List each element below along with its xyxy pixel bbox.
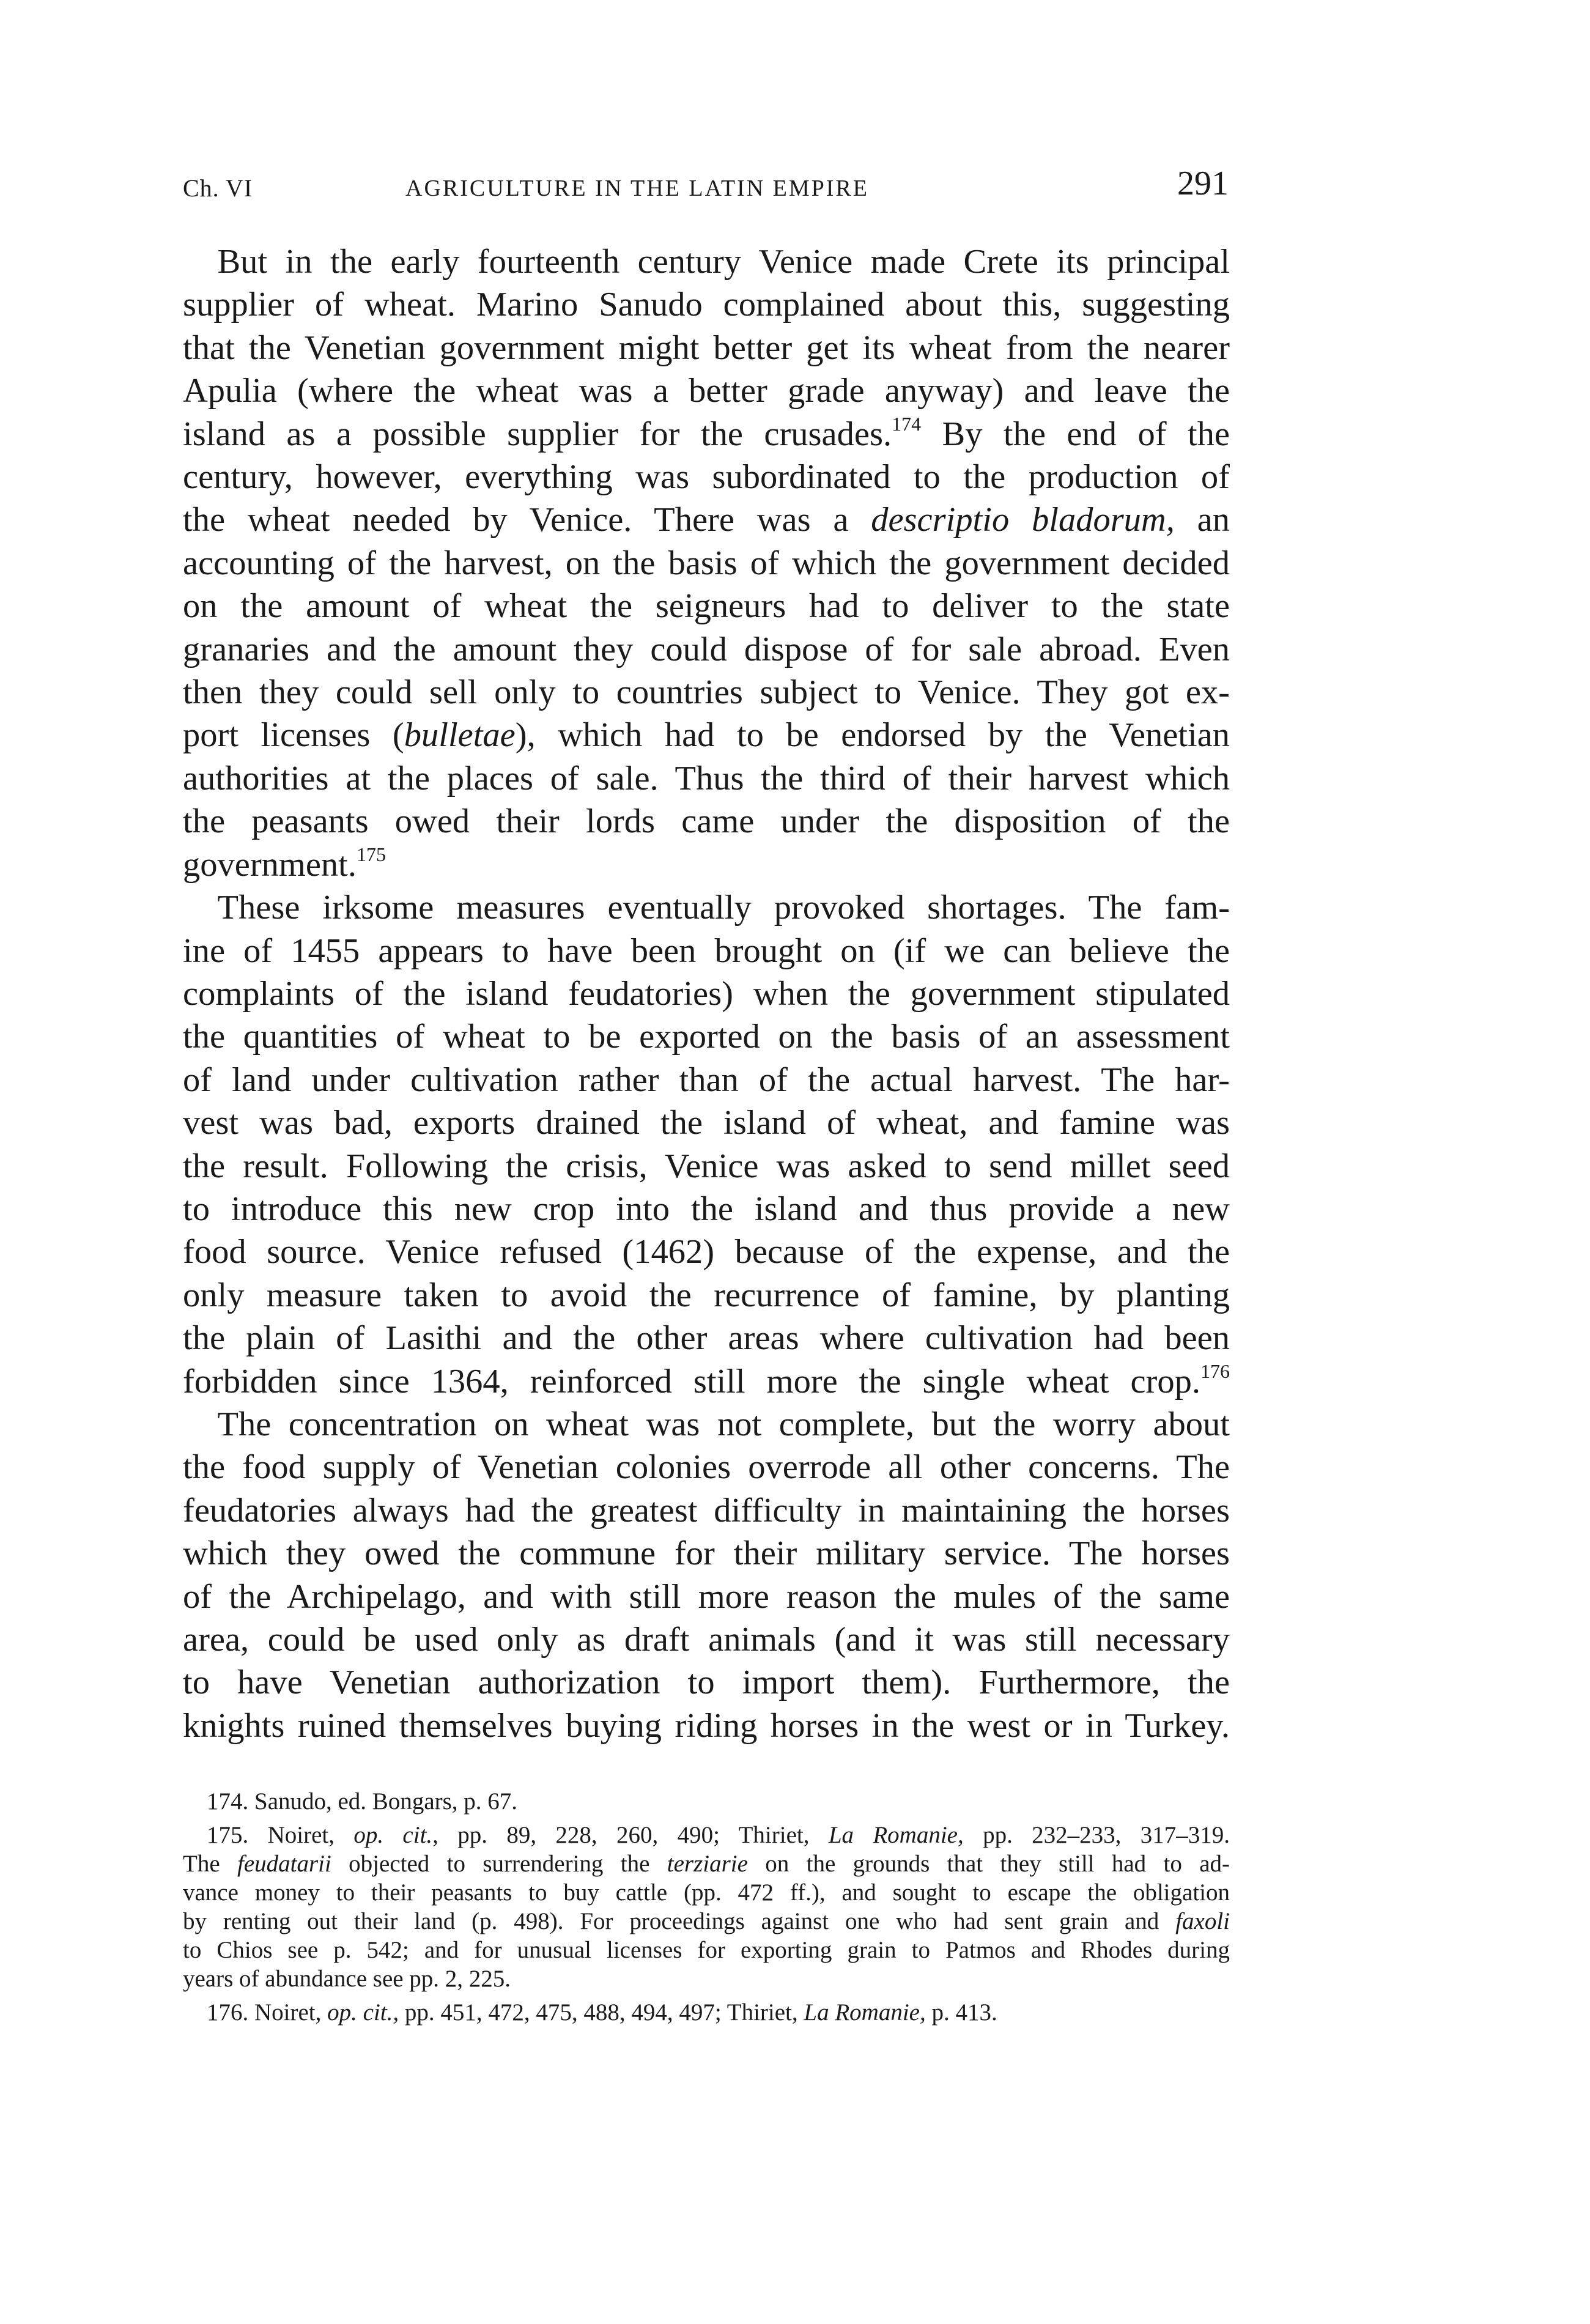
text-line: [183, 1360, 1230, 1403]
text-line: But in the early fourteenth century Venice made Crete its principal: [183, 243, 1230, 281]
text-line: [183, 714, 1230, 757]
fn-text: 176. Noiret,: [183, 1999, 328, 2026]
line-text: the wheat needed by Venice. There was a: [183, 501, 871, 539]
text-line: knights ruined themselves buying riding horses in the west or in Turkey.: [183, 1706, 1230, 1745]
footnote-ref-176[interactable]: 176: [1200, 1360, 1230, 1382]
text-line: then they could sell only to countries subject to Venice. They got ex-: [183, 673, 1230, 712]
footnotes: [183, 1787, 1230, 2032]
fn-italic: op. cit.,: [327, 1999, 399, 2026]
line-text: island as a possible supplier for the crusades.: [183, 415, 892, 453]
text-line: area, could be used only as draft animals (and it was still necessary: [183, 1621, 1230, 1659]
text-line: on the amount of wheat the seigneurs had to deliver to the state: [183, 587, 1230, 626]
footnote-ref-174[interactable]: 174: [892, 412, 922, 435]
text-line: of land under cultivation rather than of the actual harvest. The har-: [183, 1060, 1230, 1099]
text-line: of the Archipelago, and with still more reason the mules of the same: [183, 1577, 1230, 1616]
text-line: the quantities of wheat to be exported on the basis of an assessment: [183, 1018, 1230, 1056]
footnote-line: [183, 1907, 1230, 1936]
text-line: granaries and the amount they could dispose of for sale abroad. Even: [183, 630, 1230, 668]
text-line: only measure taken to avoid the recurrence of famine, by planting: [183, 1276, 1230, 1314]
fn-italic: op. cit.,: [353, 1822, 438, 1848]
text-line: which they owed the commune for their military service. The horses: [183, 1534, 1230, 1573]
text-line: authorities at the places of sale. Thus the third of their harvest which: [183, 759, 1230, 797]
footnote-line: [183, 1998, 1230, 2027]
fn-text: The: [183, 1851, 237, 1877]
fn-text: pp. 89, 228, 260, 490; Thiriet,: [438, 1822, 829, 1848]
text-line: feudatories always had the greatest difficulty in maintaining the horses: [183, 1491, 1230, 1530]
footnote-line: years of abundance see pp. 2, 225.: [183, 1966, 511, 1992]
text-line: century, however, everything was subordinated to the production of: [183, 458, 1230, 497]
footnote-176: [183, 1998, 1230, 2027]
text-line: [183, 498, 1230, 541]
fn-italic: La Romanie,: [828, 1822, 964, 1848]
text-line: to have Venetian authorization to import them). Furthermore, the: [183, 1663, 1230, 1702]
text-line: the plain of Lasithi and the other areas where cultivation had been: [183, 1319, 1230, 1358]
footnote-line: 174. Sanudo, ed. Bongars, p. 67.: [183, 1788, 518, 1815]
italic-term: bulletae: [404, 716, 516, 755]
footnote-line: to Chios see p. 542; and for unusual licenses for exporting grain to Patmos and Rhodes during: [183, 1937, 1230, 1963]
fn-text: pp. 451, 472, 475, 488, 494, 497; Thiriet,: [399, 1999, 804, 2026]
text-line: the peasants owed their lords came under the disposition of the: [183, 802, 1230, 841]
line-text: By the end of the: [921, 415, 1230, 453]
text-line: that the Venetian government might better get its wheat from the nearer: [183, 328, 1230, 367]
fn-italic: La Romanie,: [804, 1999, 926, 2026]
paragraph-3: [183, 1403, 1230, 1747]
text-line: the food supply of Venetian colonies overrode all other concerns. The: [183, 1448, 1230, 1487]
text-line: These irksome measures eventually provoked shortages. The fam-: [183, 889, 1230, 927]
text-line: the result. Following the crisis, Venice was asked to send millet seed: [183, 1147, 1230, 1185]
text-line: supplier of wheat. Marino Sanudo complained about this, suggesting: [183, 286, 1230, 324]
fn-italic: terziarie: [667, 1851, 748, 1877]
fn-text: objected to surrendering the: [331, 1851, 667, 1877]
footnote-line: [183, 1849, 1230, 1878]
fn-italic: faxoli: [1175, 1908, 1230, 1934]
fn-text: 175. Noiret,: [183, 1822, 354, 1848]
text-line: [183, 843, 1230, 886]
line-text: government.: [183, 845, 357, 884]
chapter-title: AGRICULTURE IN THE LATIN EMPIRE: [405, 176, 869, 201]
fn-text: on the grounds that they still had to ad-: [747, 1851, 1230, 1877]
text-line: to introduce this new crop into the island and thus provide a new: [183, 1190, 1230, 1228]
chapter-label: Ch. VI: [183, 174, 253, 202]
footnote-174: [183, 1787, 1230, 1816]
text-line: The concentration on wheat was not complete, but the worry about: [183, 1405, 1230, 1443]
page-number: 291: [1177, 165, 1229, 202]
body-text: [183, 240, 1230, 1747]
text-line: accounting of the harvest, on the basis of which the government decided: [183, 544, 1230, 582]
paragraph-1: [183, 240, 1230, 886]
footnote-175: [183, 1821, 1230, 1993]
line-text: forbidden since 1364, reinforced still more the single wheat crop.: [183, 1362, 1200, 1401]
fn-text: by renting out their land (p. 498). For proceedings against one who had sent grain and: [183, 1908, 1176, 1934]
footnote-line: [183, 1821, 1230, 1849]
paragraph-2: [183, 886, 1230, 1403]
text-line: [183, 413, 1230, 456]
text-line: vest was bad, exports drained the island of wheat, and famine was: [183, 1104, 1230, 1142]
line-text: ), which had to be endorsed by the Venetian: [515, 716, 1230, 755]
fn-text: pp. 232–233, 317–319.: [963, 1822, 1230, 1848]
line-text: an: [1174, 501, 1230, 539]
running-head: [183, 164, 1229, 213]
fn-text: p. 413.: [925, 1999, 997, 2026]
text-line: food source. Venice refused (1462) because of the expense, and the: [183, 1233, 1230, 1271]
text-line: complaints of the island feudatories) when the government stipulated: [183, 974, 1230, 1013]
footnote-line: vance money to their peasants to buy cattle (pp. 472 ff.), and sought to escape the obligation: [183, 1879, 1230, 1906]
footnote-ref-175[interactable]: 175: [357, 843, 386, 865]
fn-italic: feudatarii: [237, 1851, 331, 1877]
text-line: ine of 1455 appears to have been brought on (if we can believe the: [183, 931, 1230, 970]
italic-term: descriptio bladorum,: [871, 501, 1175, 539]
text-line: Apulia (where the wheat was a better grade anyway) and leave the: [183, 372, 1230, 410]
line-text: port licenses (: [183, 716, 404, 755]
